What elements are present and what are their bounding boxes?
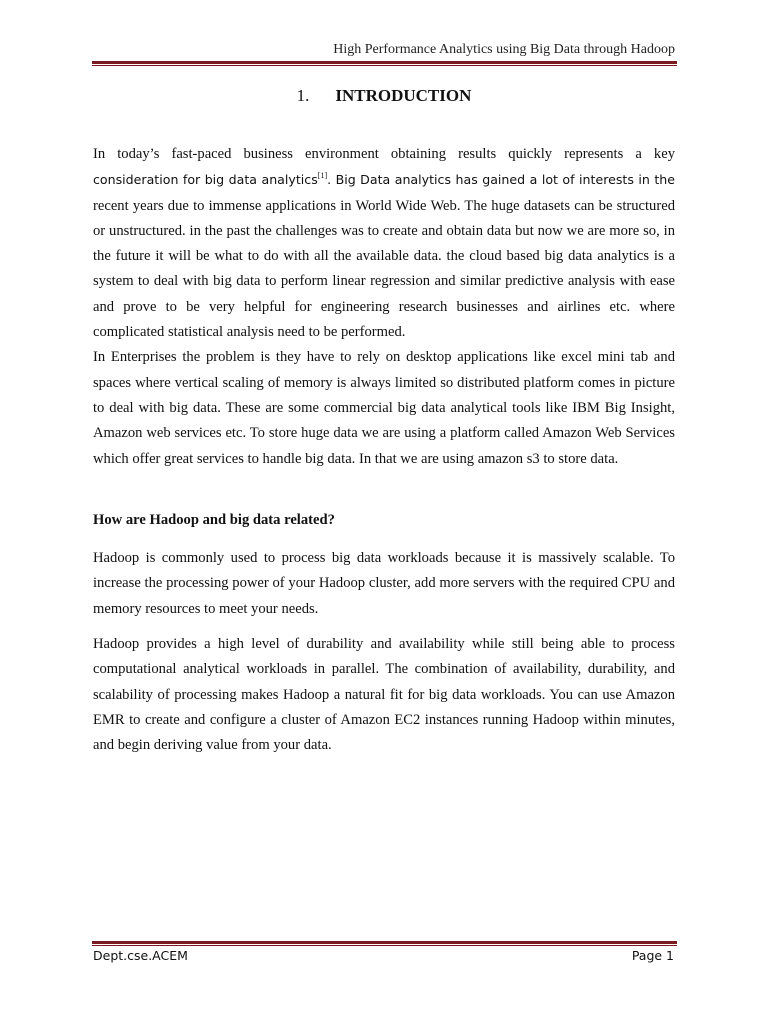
intro-paragraph-2: In Enterprises the problem is they have to rely on desktop applications like excel mini tab and spaces where vertical scaling of memory is always limited so distributed platform comes in picture to deal with big data. These are some commercial big data analytical tools like IBM Big Insight, Amazon web services etc. To store huge data we are using a platform called Amazon Web Services which offer great services to handle big data. In that we are using amazon s3 to store data. (93, 349, 675, 467)
footer-department: Dept.cse.ACEM (93, 948, 188, 963)
intro-p1-start: In today’s fast-paced business environment obtaining results quickly represents a key (93, 146, 675, 162)
intro-section (93, 142, 675, 472)
intro-p1-sans-2: . Big Data analytics has gained a lot of interests in the (327, 172, 676, 188)
section-paragraph-block-1 (93, 546, 675, 622)
running-header: High Performance Analytics using Big Data through Hadoop (333, 42, 675, 57)
intro-p1-sans: consideration for big data analytics (93, 172, 318, 188)
section-paragraph-block-2 (93, 632, 675, 758)
chapter-heading (0, 86, 768, 106)
footer-rule-thin (92, 945, 677, 946)
citation-marker: [1] (317, 171, 328, 181)
footer-page-number: Page 1 (631, 948, 674, 963)
intro-p1-rest: recent years due to immense applications in World Wide Web. The huge datasets can be structured or unstructured. in the past the challenges was to create and obtain data but now we are more so, in the future it will be what to do with all the available data. the cloud based big data analytics is a system to deal with big data to perform linear regression and similar predictive analysis with ease and prove to be very helpful for engineering research businesses and airlines etc. where complicated statistical analysis need to be performed. (93, 197, 675, 341)
section-paragraph-2: Hadoop provides a high level of durability and availability while still being able to process computational analytical workloads in parallel. The combination of availability, durability, and scalability of processing makes Hadoop a natural fit for big data workloads. You can use Amazon EMR to create and configure a cluster of Amazon EC2 instances running Hadoop within minutes, and begin deriving value from your data. (93, 636, 675, 754)
header-rule (92, 61, 677, 64)
intro-paragraph-1 (93, 142, 675, 345)
chapter-title: INTRODUCTION (335, 86, 472, 105)
header-rule-thin (92, 65, 677, 66)
section-paragraph-1: Hadoop is commonly used to process big data workloads because it is massively scalable. To increase the processing power of your Hadoop cluster, add more servers with the required CPU and memory resources to meet your needs. (93, 550, 675, 617)
section-heading: How are Hadoop and big data related? (93, 512, 335, 528)
chapter-number: 1. (296, 86, 310, 105)
footer-rule (92, 941, 677, 944)
